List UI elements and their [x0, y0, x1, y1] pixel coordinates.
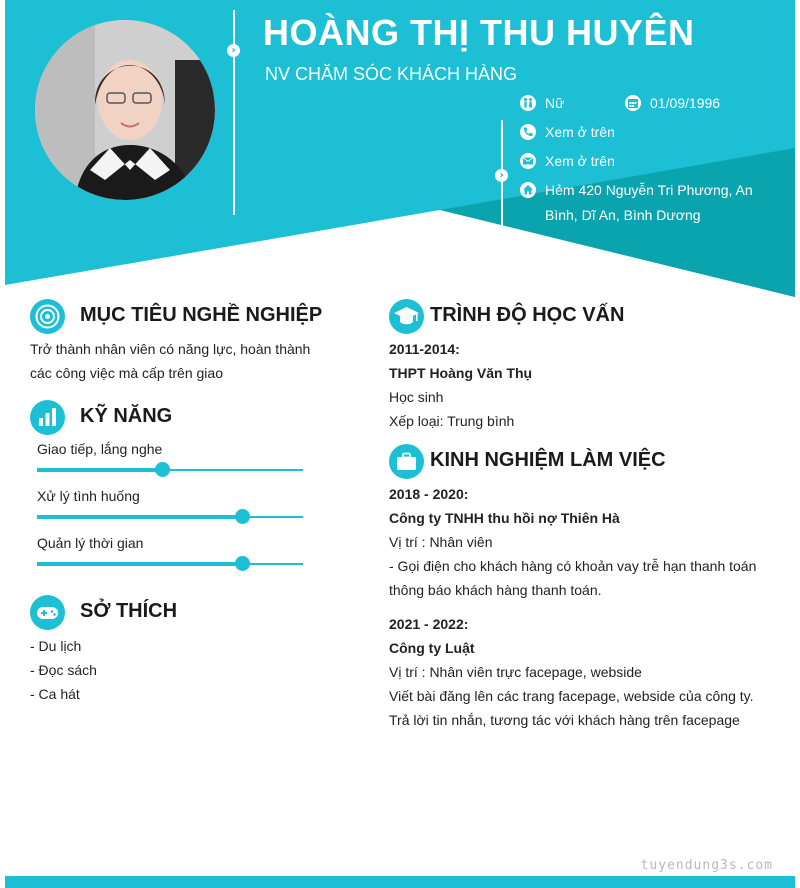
job-description: Viết bài đăng lên các trang facepage, webside của công ty. [389, 688, 754, 704]
skill-label: Quản lý thời gian [37, 535, 144, 551]
education-grade: Xếp loại: Trung bình [389, 413, 515, 429]
hobby-item: - Du lịch [30, 638, 82, 654]
target-icon [30, 299, 65, 334]
skill-bar-knob [235, 556, 250, 571]
job-position: Vị trí : Nhân viên [389, 534, 493, 550]
job-description: thông báo khách hàng thanh toán. [389, 582, 602, 598]
phone-value: Xem ở trên [545, 124, 615, 140]
job-company: Công ty Luật [389, 640, 475, 656]
objective-line-2: các công việc mà cấp trên giao [30, 365, 223, 381]
bar-chart-icon [30, 400, 65, 435]
skill-label: Xử lý tình huống [37, 488, 140, 504]
objective-line-1: Trở thành nhân viên có năng lực, hoàn thành [30, 341, 311, 357]
education-title: TRÌNH ĐỘ HỌC VẤN [430, 304, 625, 326]
skill-bar [37, 516, 303, 518]
education-period: 2011-2014: [389, 341, 460, 357]
skill-bar-fill [37, 468, 162, 472]
job-period: 2018 - 2020: [389, 486, 469, 502]
candidate-name: HOÀNG THỊ THU HUYÊN [263, 12, 695, 53]
graduation-cap-icon [389, 299, 424, 334]
objective-title: MỤC TIÊU NGHỀ NGHIỆP [80, 304, 323, 326]
home-icon [520, 182, 536, 198]
job-description: Trả lời tin nhắn, tương tác với khách hàng trên facepage [389, 712, 740, 728]
envelope-icon [520, 153, 536, 169]
skill-bar [37, 469, 303, 471]
gender-value: Nữ [545, 95, 565, 111]
address-line-1: Hẻm 420 Nguyễn Tri Phương, An [545, 182, 753, 198]
watermark: tuyendung3s.com [640, 858, 773, 873]
birthdate-value: 01/09/1996 [650, 95, 721, 111]
job-position: Vị trí : Nhân viên trực facepage, webside [389, 664, 642, 680]
footer-bar [5, 876, 795, 888]
gender-icon [520, 95, 536, 111]
gamepad-icon [30, 595, 65, 630]
job-company: Công ty TNHH thu hồi nợ Thiên Hà [389, 510, 620, 526]
chevron-right-icon: › [227, 44, 240, 57]
chevron-right-icon: › [495, 169, 508, 182]
education-role: Học sinh [389, 389, 444, 405]
education-school: THPT Hoàng Văn Thụ [389, 365, 533, 381]
job-period: 2021 - 2022: [389, 616, 469, 632]
skills-title: KỸ NĂNG [80, 405, 173, 427]
address-line-2: Bình, Dĩ An, Bình Dương [545, 207, 701, 223]
experience-title: KINH NGHIỆM LÀM VIỆC [430, 449, 666, 471]
skill-bar-fill [37, 562, 242, 566]
briefcase-icon [389, 444, 424, 479]
skill-bar-fill [37, 515, 242, 519]
cv-header [0, 0, 800, 300]
candidate-position: NV CHĂM SÓC KHÁCH HÀNG [265, 64, 518, 84]
hobbies-title: SỞ THÍCH [80, 600, 178, 622]
avatar [35, 20, 215, 200]
hobby-item: - Ca hát [30, 686, 80, 702]
skill-bar [37, 563, 303, 565]
email-value: Xem ở trên [545, 153, 615, 169]
hobby-item: - Đọc sách [30, 662, 97, 678]
header-divider [233, 10, 235, 215]
skill-bar-knob [235, 509, 250, 524]
phone-icon [520, 124, 536, 140]
job-description: - Gọi điện cho khách hàng có khoản vay trễ hạn thanh toán [389, 558, 757, 574]
skill-label: Giao tiếp, lắng nghe [37, 441, 163, 457]
calendar-icon [625, 95, 641, 111]
skill-bar-knob [155, 462, 170, 477]
